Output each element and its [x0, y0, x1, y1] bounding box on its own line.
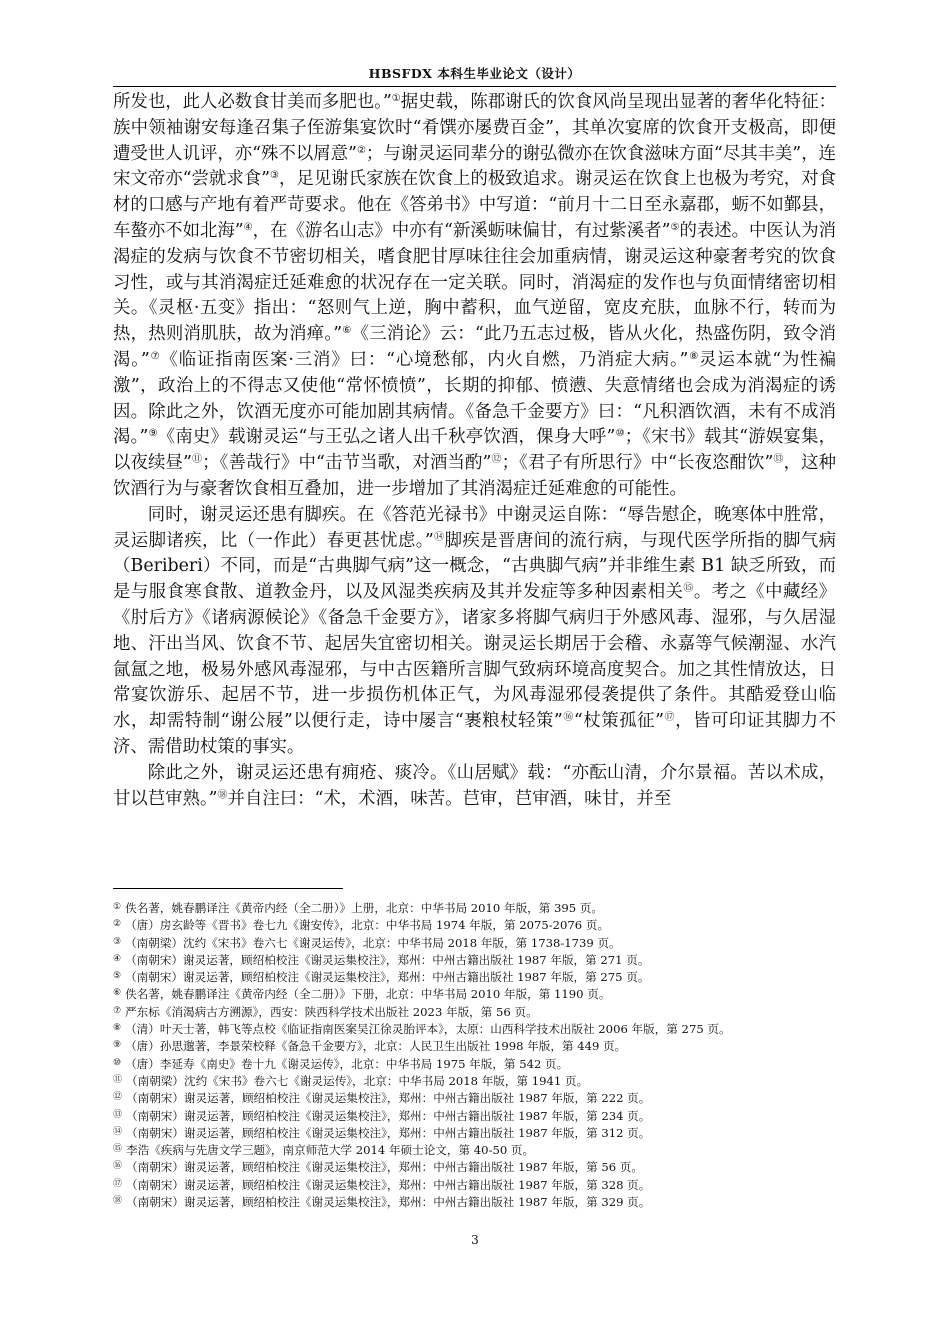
footnote-item — [113, 1020, 836, 1037]
footnote-mark: ⑯ — [113, 1161, 123, 1172]
footnote-text: （南朝宋）谢灵运著，顾绍柏校注《谢灵运集校注》，郑州：中州古籍出版社 1987 年版，第 312 页。 — [126, 1125, 651, 1140]
footnote-mark: ⑧ — [113, 1023, 122, 1034]
footnote-mark: ⑦ — [113, 1005, 122, 1016]
footnotes — [113, 899, 836, 1210]
footnote-text: 佚名著，姚春鹏译注《黄帝内经（全二册）》下册，北京：中华书局 2010 年版，第 1190 页。 — [125, 987, 611, 1002]
text-run: ；《君子有所思行》中“长夜恣酣饮” — [501, 453, 774, 474]
footnote-mark: ① — [113, 902, 122, 912]
footnote-text: （南朝梁）沈约《宋书》卷六七《谢灵运传》，北京：中华书局 2018 年版，第 1738-1739 页。 — [125, 935, 621, 950]
footnote-ref[interactable]: ⑧ — [688, 350, 700, 362]
footnote-item — [113, 1124, 836, 1141]
footnote-item — [113, 968, 836, 985]
footnote-mark: ⑥ — [113, 988, 122, 999]
footnote-text: （南朝宋）谢灵运著，顾绍柏校注《谢灵运集校注》，郑州：中州古籍出版社 1987 年版，第 222 页。 — [126, 1091, 651, 1106]
footnote-item — [113, 1072, 836, 1089]
footnote-item — [113, 916, 836, 933]
text-run: ；《善哉行》中“击节当歌，对酒当酌” — [202, 453, 492, 474]
footnote-mark: ⑪ — [113, 1074, 123, 1085]
footnote-item — [113, 1158, 836, 1175]
footnote-item — [113, 1176, 836, 1193]
footnote-ref[interactable]: ⑬ — [773, 454, 784, 466]
footnote-mark: ⑩ — [113, 1057, 122, 1068]
footnote-text: （唐）李延寿《南史》卷十九《谢灵运传》，北京：中华书局 1975 年版，第 542 页。 — [125, 1056, 569, 1071]
text-run: 灵运本就“为性褊激”，政治上的不得志又使他“常怀愤愤”，长期的抑郁、愤懑、失意情绪也会成为消渴症的诱因。除此之外，饮酒无度亦可能加剧其病情。《备急千金要方》曰：“凡积酒饮酒，未有不成消渴。” — [113, 349, 836, 448]
footnote-text: （南朝梁）沈约《宋书》卷六七《谢灵运传》，北京：中华书局 2018 年版，第 1941 页。 — [126, 1073, 589, 1088]
footnote-item — [113, 985, 836, 1002]
text-run: 脚疾是晋唐间的流行病，与现代医学所指的脚气病（Beriberi）不同，而是“古典脚气病”这一概念，“古典脚气病”并非维生素 B1 缺乏所致，而是与服食寒食散、道教金丹，以及风湿类疾病及其并发症等多种因素相关 — [113, 530, 836, 603]
footnote-ref[interactable]: ⑫ — [491, 454, 502, 466]
footnote-ref[interactable]: ① — [391, 93, 401, 104]
footnote-mark: ⑤ — [113, 971, 122, 982]
footnote-mark: ③ — [113, 936, 122, 947]
text-run: 据史载，陈郡谢氏的饮食风尚呈现出显著的奢华化特征：族中领袖谢安每逢召集子侄游集宴饮时“肴馔亦屡费百金”，其单次宴席的饮食开支极高，即便遭受世人讥评，亦“殊不以屑意” — [113, 92, 836, 164]
text-run: ，足见谢氏家族在饮食上的极致追求。谢灵运在饮食上也极为考究，对食材的口感与产地有着严苛要求。他在《答弟书》中写道：“前月十二日至永嘉郡，蛎不如鄞县，车螯亦不如北海” — [113, 169, 836, 241]
footnote-text: （唐）房玄龄等《晋书》卷七九《谢安传》，北京：中华书局 1974 年版，第 2075-2076 页。 — [125, 918, 610, 933]
footnote-mark: ⑰ — [113, 1178, 123, 1189]
text-run: 。考之《中藏经》《肘后方》《诸病源候论》《备急千金要方》，诸家多将脚气病归于外感风毒、湿邪，与久居湿地、汗出当风、饮食不节、起居失宜密切相关。谢灵运长期居于会稽、永嘉等气候潮湿、水汽氤氲之地，极易外感风毒湿邪，与中古医籍所言脚气致病环境高度契合。加之其性情放达，日常宴饮游乐、起居不节，进一步损伤机体正气，为风毒湿邪侵袭提供了条件。其酷爱登山临水，却需特制“谢公屐”以便行走，诗中屡言“裹粮杖轻策” — [113, 582, 836, 732]
text-run: 所发也，此人必数食甘美而多肥也。” — [113, 92, 392, 112]
footnote-text: （唐）孙思邈著，李景荣校释《备急千金要方》，北京：人民卫生出版社 1998 年版，第 449 页。 — [125, 1039, 627, 1054]
text-run: ；《宋书》载其“游娱宴集，以夜续昼” — [113, 427, 836, 474]
footnote-text: （南朝宋）谢灵运著，顾绍柏校注《谢灵运集校注》，郑州：中州古籍出版社 1987 年版，第 275 页。 — [125, 970, 650, 985]
footnote-ref[interactable]: ④ — [243, 221, 253, 233]
footnote-item — [113, 1107, 836, 1124]
footnote-ref[interactable]: ⑯ — [562, 712, 574, 724]
footnote-text: （南朝宋）谢灵运著，顾绍柏校注《谢灵运集校注》，郑州：中州古籍出版社 1987 年版，第 271 页。 — [125, 952, 650, 967]
page-number: 3 — [471, 1233, 479, 1247]
text-run: 《南史》载谢灵运“与王弘之诸人出千秋亭饮酒，倮身大呼” — [157, 427, 616, 448]
paragraph-1 — [113, 90, 836, 503]
footnote-text: （南朝宋）谢灵运著，顾绍柏校注《谢灵运集校注》，郑州：中州古籍出版社 1987 年版，第 328 页。 — [126, 1177, 651, 1192]
text-run: 《三消论》云：“此乃五志过极，皆从火化，热盛伤阴，致令消渴。” — [113, 324, 836, 370]
footnote-item — [113, 1003, 836, 1020]
footnote-ref[interactable]: ⑨ — [148, 428, 158, 440]
footnote-text: （清）叶天士著，韩飞等点校《临证指南医案吴江徐灵胎评本》，太原：山西科学技术出版社 2006 年版，第 275 页。 — [125, 1022, 731, 1037]
footnote-ref[interactable]: ⑮ — [683, 583, 694, 595]
footnote-ref[interactable]: ⑪ — [191, 454, 203, 466]
running-header: HBSFDX 本科生毕业论文（设计） — [368, 66, 581, 81]
footnote-ref[interactable]: ⑰ — [664, 712, 676, 724]
text-run: ，在《游名山志》中亦有“新溪蛎味偏甘，有过紫溪者” — [252, 220, 671, 241]
footnote-text: （南朝宋）谢灵运著，顾绍柏校注《谢灵运集校注》，郑州：中州古籍出版社 1987 年版，第 56 页。 — [126, 1160, 643, 1175]
footnote-mark: ⑫ — [113, 1092, 123, 1103]
footnote-mark: ⑭ — [113, 1126, 123, 1137]
text-run: ，皆可印证其脚力不济、需借助杖策的事实。 — [113, 711, 837, 757]
text-run: 《临证指南医案·三消》曰：“心境愁郁，内火自燃，乃消症大病。” — [160, 349, 689, 370]
text-run: “杖策孤征” — [573, 711, 664, 732]
header-rule — [113, 86, 836, 87]
footnote-item — [113, 1089, 836, 1106]
footnote-ref[interactable]: ⑦ — [149, 350, 161, 362]
footnote-separator — [113, 888, 343, 889]
footnote-item — [113, 1141, 836, 1158]
footnote-text: （南朝宋）谢灵运著，顾绍柏校注《谢灵运集校注》，郑州：中州古籍出版社 1987 年版，第 234 页。 — [126, 1108, 651, 1123]
footnote-mark: ④ — [113, 953, 122, 964]
text-run: ；与谢灵运同辈分的谢弘微亦在饮食滋味方面“尽其丰美”，连宋文帝亦“尝就求食” — [113, 143, 836, 190]
text-run: ，这种饮酒行为与豪奢饮食相互叠加，进一步增加了其消渴症迁延难愈的可能性。 — [113, 453, 837, 499]
text-run: 的表述。中医认为消渴症的发病与饮食不节密切相关，嗜食肥甘厚味往往会加重病情，谢灵运这种豪奢考究的饮食习性，或与其消渴症迁延难愈的状况存在一定关联。同时，消渴症的发作也与负面情绪密切相关。《灵枢·五变》指出：“怒则气上逆，胸中蓄积，血气逆留，宽皮充肤，血脉不行，转而为热，热则消肌肤，故为消瘅。” — [113, 220, 837, 345]
footnote-ref[interactable]: ② — [356, 144, 366, 156]
footnote-mark: ⑨ — [113, 1040, 122, 1051]
footnote-item — [113, 1055, 836, 1072]
footnote-text: 佚名著，姚春鹏译注《黄帝内经（全二册）》上册，北京：中华书局 2010 年版，第 395 页。 — [125, 901, 604, 915]
paragraph-3 — [113, 761, 836, 813]
footnote-ref[interactable]: ⑩ — [615, 428, 625, 440]
footnote-text: 严东标《消渴病古方溯源》，西安：陕西科学技术出版社 2023 年版，第 56 页。 — [125, 1004, 538, 1019]
footnote-ref[interactable]: ⑤ — [670, 221, 680, 233]
text-run: 除此之外，谢灵运还患有痈疮、痰冷。《山居赋》载：“亦酝山清，介尔景福。苦以术成，甘以𦬊审熟。” — [113, 762, 836, 809]
text-run: 同时，谢灵运还患有脚疾。在《答范光禄书》中谢灵运自陈：“辱告慰企，晚寒体中胜常，灵运脚诸疾，比（一作此）春更甚忧虑。” — [113, 504, 836, 551]
text-run: 并自注曰：“术，术酒，味苦。𦬊审，𦬊审酒，味甘，并至 — [227, 788, 672, 809]
footnote-ref[interactable]: ⑱ — [217, 789, 228, 801]
footnote-mark: ⑬ — [113, 1109, 123, 1120]
footnote-ref[interactable]: ③ — [270, 170, 280, 182]
footnote-mark: ⑱ — [113, 1196, 123, 1207]
footnote-item — [113, 1037, 836, 1054]
footnote-item — [113, 1193, 836, 1210]
footnote-text: （南朝宋）谢灵运著，顾绍柏校注《谢灵运集校注》，郑州：中州古籍出版社 1987 年版，第 329 页。 — [126, 1195, 651, 1210]
footnote-item — [113, 934, 836, 951]
footnote-text: 李浩《疾病与先唐文学三题》，南京师范大学 2014 年硕士论文，第 40-50 页。 — [126, 1143, 535, 1158]
paragraph-2 — [113, 503, 836, 761]
body-text — [113, 90, 836, 812]
footnote-ref[interactable]: ⑭ — [433, 531, 445, 543]
footnote-item — [113, 951, 836, 968]
footnote-mark: ⑮ — [113, 1144, 123, 1155]
footnote-item — [113, 899, 836, 916]
footnote-ref[interactable]: ⑥ — [342, 325, 352, 337]
footnote-mark: ② — [113, 919, 122, 930]
